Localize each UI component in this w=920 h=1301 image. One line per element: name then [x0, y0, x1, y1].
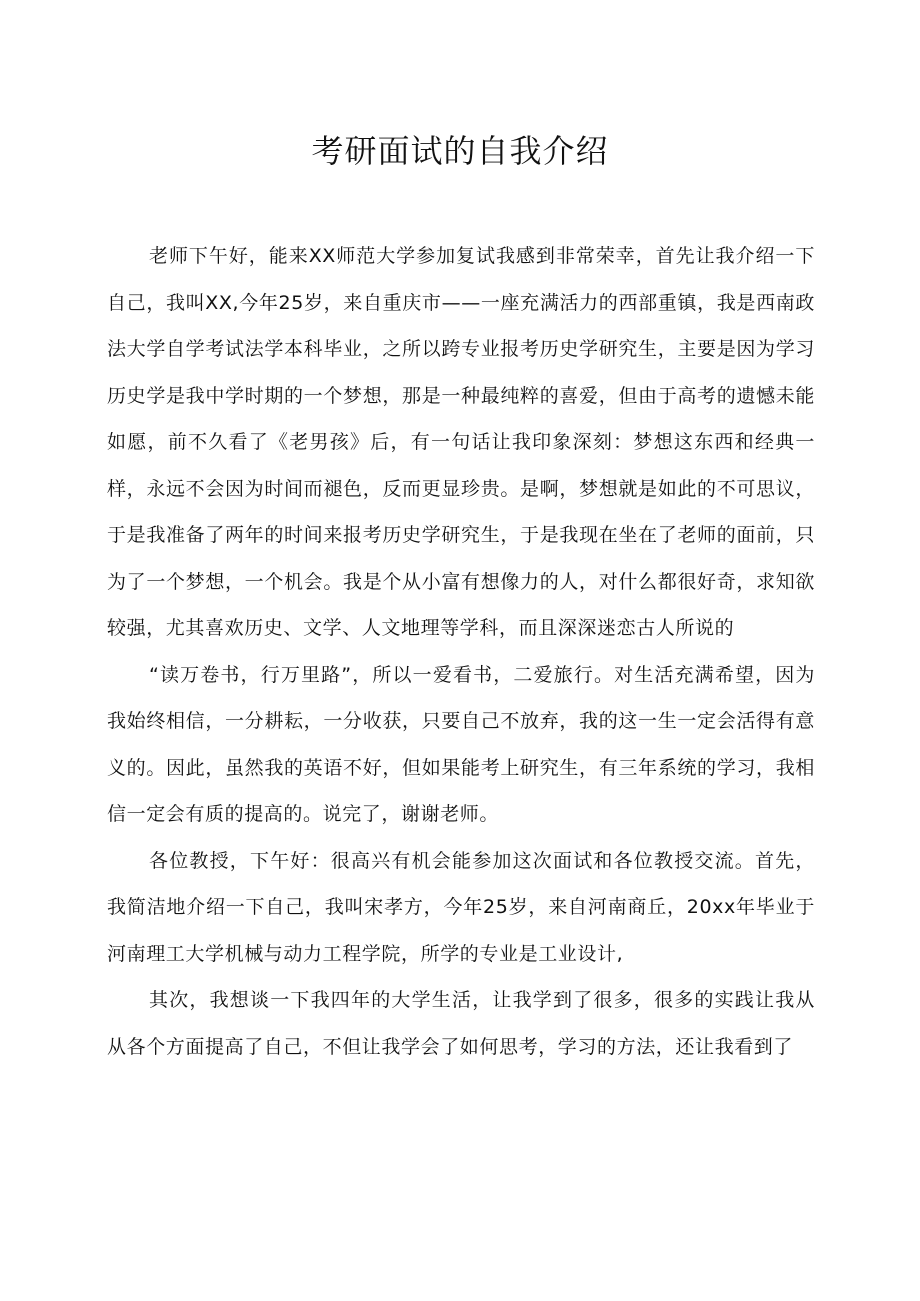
document-body: [107, 233, 815, 1070]
document-title: 考研面试的自我介绍: [311, 132, 609, 170]
paragraph-1: 老师下午好，能来XX师范大学参加复试我感到非常荣幸，首先让我介绍一下自己，我叫XX,今年25岁，来自重庆市——一座充满活力的西部重镇，我是西南政法大学自学考试法学本科毕业，之所以跨专业报考历史学研究生，主要是因为学习历史学是我中学时期的一个梦想，那是一种最纯粹的喜爱，但由于高考的遗憾未能如愿，前不久看了《老男孩》后，有一句话让我印象深刻：梦想这东西和经典一样，永远不会因为时间而褪色，反而更显珍贵。是啊，梦想就是如此的不可思议，于是我准备了两年的时间来报考历史学研究生，于是我现在坐在了老师的面前，只为了一个梦想，一个机会。我是个从小富有想像力的人，对什么都很好奇，求知欲较强，尤其喜欢历史、文学、人文地理等学科，而且深深迷恋古人所说的: [107, 245, 815, 639]
paragraph-2: “读万卷书，行万里路”，所以一爱看书，二爱旅行。对生活充满希望，因为我始终相信，一分耕耘，一分收获，只要自己不放弃，我的这一生一定会活得有意义的。因此，虽然我的英语不好，但如果能考上研究生，有三年系统的学习，我相信一定会有质的提高的。说完了，谢谢老师。: [107, 663, 815, 825]
paragraph-3: 各位教授，下午好：很高兴有机会能参加这次面试和各位教授交流。首先，我简洁地介绍一下自己，我叫宋孝方，今年25岁，来自河南商丘，20xx年毕业于河南理工大学机械与动力工程学院，所学的专业是工业设计,: [107, 849, 815, 965]
paragraph-4: 其次，我想谈一下我四年的大学生活，让我学到了很多，很多的实践让我从从各个方面提高了自己，不但让我学会了如何思考，学习的方法，还让我看到了: [107, 989, 815, 1058]
